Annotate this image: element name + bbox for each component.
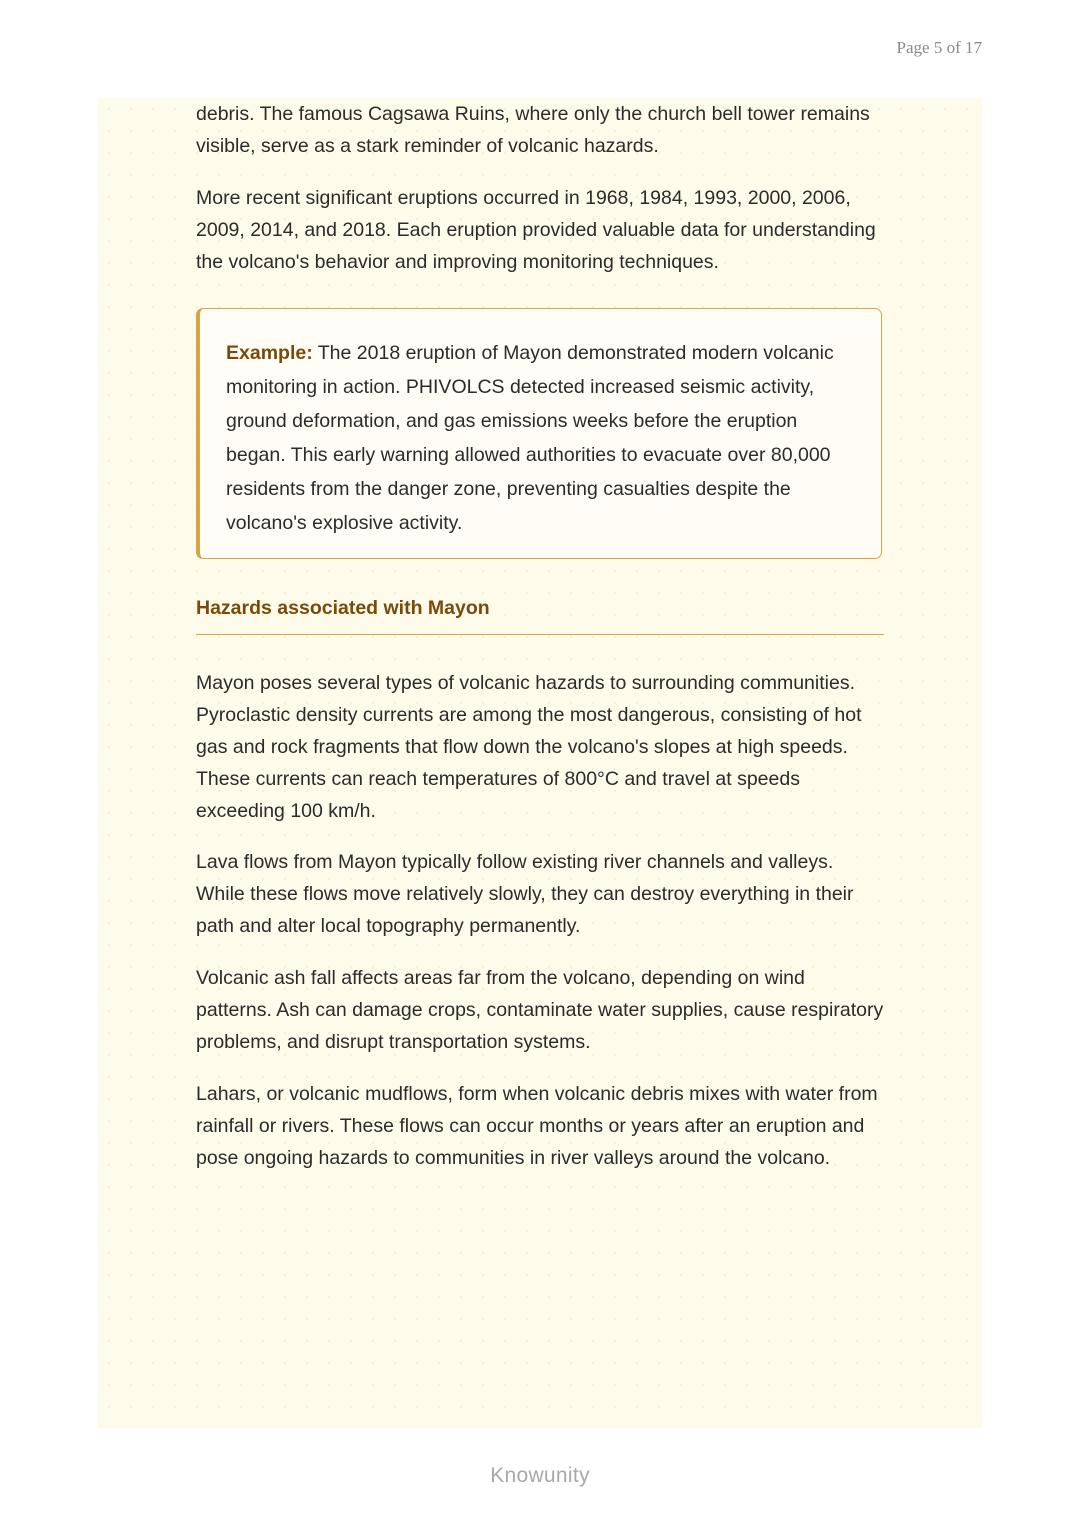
section-divider (196, 634, 884, 635)
footer-brand: Knowunity (490, 1464, 590, 1487)
page-number: Page 5 of 17 (896, 38, 982, 57)
example-callout (196, 308, 882, 559)
paragraph-lahars: Lahars, or volcanic mudflows, form when volcanic debris mixes with water from rainfall or rivers. These flows can occur months or years after an eruption and pose ongoing hazards to communities in river valleys around the volcano. (196, 1083, 878, 1169)
example-body: The 2018 eruption of Mayon demonstrated modern volcanic monitoring in action. PHIVOLCS detected increased seismic activity, ground deformation, and gas emissions weeks before the eruption began. This early warning allowed authorities to evacuate over 80,000 residents from the danger zone, preventing casualties despite the volcano's explosive activity. (226, 342, 834, 534)
paragraph-pyroclastic-currents: Mayon poses several types of volcanic hazards to surrounding communities. Pyroclastic density currents are among the most dangerous, consisting of hot gas and rock fragments that flow down the volcano's slopes at high speeds. These currents can reach temperatures of 800°C and travel at speeds exceeding 100 km/h. (196, 672, 862, 822)
section-heading: Hazards associated with Mayon (196, 597, 490, 619)
document-page (98, 98, 982, 1428)
paragraph-cagsawa-ruins: debris. The famous Cagsawa Ruins, where only the church bell tower remains visible, serve as a stark reminder of volcanic hazards. (196, 103, 870, 157)
paragraph-recent-eruptions: More recent significant eruptions occurred in 1968, 1984, 1993, 2000, 2006, 2009, 2014, and 2018. Each eruption provided valuable data for understanding the volcano's behavior and improving monitoring techniques. (196, 187, 876, 273)
paragraph-ash-fall: Volcanic ash fall affects areas far from the volcano, depending on wind patterns. Ash can damage crops, contaminate water supplies, cause respiratory problems, and disrupt transportation systems. (196, 967, 884, 1053)
example-text-block (226, 336, 855, 540)
example-label: Example: (226, 342, 313, 364)
paragraph-lava-flows: Lava flows from Mayon typically follow existing river channels and valleys. While these flows move relatively slowly, they can destroy everything in their path and alter local topography permanently. (196, 851, 854, 937)
